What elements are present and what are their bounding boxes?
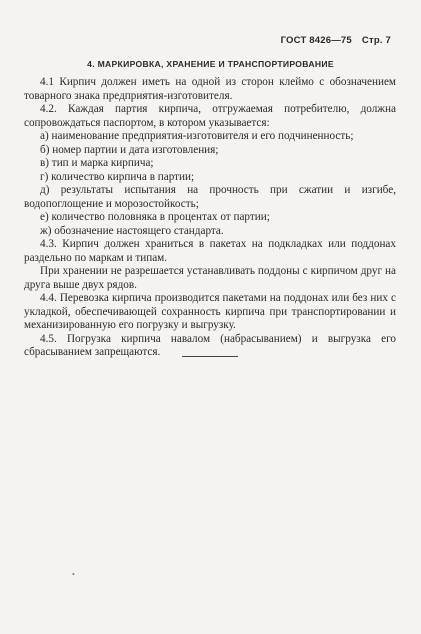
paragraph-4-2: 4.2. Каждая партия кирпича, отгружаемая потребителю, должна сопровождаться паспортом, в котором указывается: [24,103,396,129]
list-item-d: д) результаты испытания на прочность при сжатии и изгибе, водопоглощение и морозостойкость; [24,184,396,210]
page-header [281,35,391,46]
list-item-e: е) количество половняка в процентах от партии; [40,211,270,223]
paragraph-storage-note: При хранении не разрешается устанавливать поддоны с кирпичом друг на друга выше двух рядов. [24,265,396,291]
paragraph-4-1: 4.1 Кирпич должен иметь на одной из сторон клеймо с обозначением товарного знака предприятия-изготовителя. [24,76,396,102]
paragraph-4-4: 4.4. Перевозка кирпича производится пакетами на поддонах или без них с укладкой, обеспечивающей сохранность кирпича при транспортировании и механизированную его погрузку и выгрузку. [24,292,396,331]
paragraph-4-5: 4.5. Погрузка кирпича навалом (набрасыванием) и выгрузка его сбрасыванием запрещаются. [24,332,396,358]
standard-number: ГОСТ 8426—75 [280,35,352,46]
list-item-b: б) номер партии и дата изготовления; [40,143,219,156]
paragraph-4-3: 4.3. Кирпич должен храниться в пакетах на подкладках или поддонах раздельно по маркам и типам. [24,238,396,264]
stray-mark: • [72,570,75,579]
list-item-g: г) количество кирпича в партии; [40,170,195,183]
list-item-v: в) тип и марка кирпича; [40,157,154,169]
list-item-zh: ж) обозначение настоящего стандарта. [40,224,224,237]
page-number: Стр. 7 [361,35,391,46]
list-item-a: а) наименование предприятия-изготовителя и его подчиненность; [40,130,354,142]
section-end-rule [182,356,238,357]
section-title: 4. МАРКИРОВКА, ХРАНЕНИЕ И ТРАНСПОРТИРОВАНИЕ [87,59,334,69]
section-body [24,76,396,360]
